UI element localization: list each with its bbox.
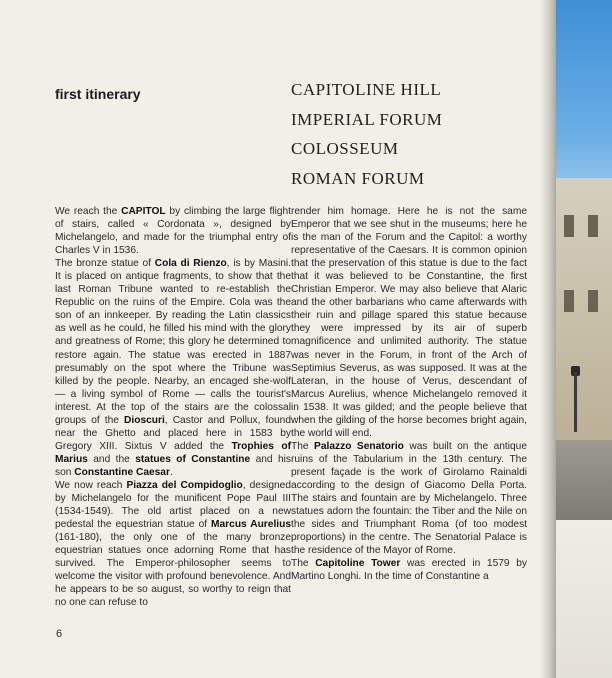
paragraph: We now reach Piazza del Compidoglio, designed by Michelangelo for the munificent Pope Paul III (1534-1549). The old artist placed on a new pedestal the equestrian statue of Marcus Aurelius (161-180), the only one of the many bronze equestrian statues once adorning Rome that has survived. The Emperor-philosopher seems to welcome the visitor with profound benevolence. And he appears to be so august, so worthy to reign that no one can refuse to [55, 479, 291, 609]
photo-lower-page [556, 520, 612, 678]
paragraph: render him homage. Here he is not the same Emperor that we see shut in the museums; here he is the man of the Forum and the Capitol: a worthy representative of the Caesars. It is common opinion that the preservation of this statue is due to the fact that it was believed to be Constantine, the first Christian Emperor. We may also believe that Alaric and the other barbarians who came afterwards with their ruin and pillage spared this statue because they were impressed by its air of superb magnificence and unlimited authority. The statue was never in the Forum, in front of the Arch of Septimius Severus, as was supposed. It was at the Lateran, in the house of Verus, descendant of Marcus Aurelius, whence Michelangelo removed it in 1538. It was gilded; and the people believe that when the gilding of the horse becomes bright again, the world will end. [291, 206, 527, 439]
page-number: 6 [56, 628, 63, 640]
itinerary-titles [291, 80, 442, 198]
photo-window [588, 215, 598, 237]
title-line: IMPERIAL FORUM [291, 109, 443, 129]
lamp-post [574, 372, 577, 432]
facing-page-photo [556, 0, 612, 678]
right-column [291, 205, 527, 583]
paragraph: We reach the CAPITOL by climbing the large flight of stairs, called « Cordonata », designed by Michelangelo, and made for the triumphal entry of Charles V in 1536. [55, 206, 291, 257]
photo-window [564, 290, 574, 312]
photo-sky [556, 0, 612, 200]
section-label: first itinerary [55, 86, 141, 102]
title-line: ROMAN FORUM [291, 168, 425, 188]
title-line: CAPITOLINE HILL [291, 80, 442, 99]
photo-window [564, 215, 574, 237]
paragraph: The Capitoline Tower was erected in 1579 by Martino Longhi. In the time of Constantine a [291, 558, 527, 583]
paragraph: The bronze statue of Cola di Rienzo, is by Masini. It is placed on antique fragments, to show that the last Roman Tribune wanted to re-establish the Republic on the ruins of the Empire. Cola was the son of an innkeeper. By reading the Latin classics as well as he could, he filled his mind with the glory and greatness of Rome; this glory he determined to restore again. The statue was erected in 1887 presumably on the spot where the Tribune was killed by the people. Nearby, an encaged she-wolf — a living symbol of Rome — calls the tourist's interest. At the top of the stairs are the colossal groups of the Dioscuri, Castor and Pollux, found near the Ghetto and placed here in 1583 by Gregory XIII. Sixtus V added the Trophies of Marius and the statues of Constantine and his son Constantine Caesar. [55, 258, 291, 478]
photo-window [588, 290, 598, 312]
page-gutter [540, 0, 556, 678]
left-column [55, 205, 291, 609]
title-line: COLOSSEUM [291, 139, 399, 158]
photo-ground [556, 440, 612, 520]
paragraph: The Palazzo Senatorio was built on the antique ruins of the Tabularium in the 13th century. The present façade is the work of Girolamo Rainaldi according to the design of Giacomo Della Porta. The stairs and fountain are by Michelangelo. Three statues adorn the fountain: the Tiber and the Nile on the sides and Triumphant Roma (of too modest proportions) in the centre. The Senatorial Palace is the residence of the Mayor of Rome. [291, 440, 528, 557]
